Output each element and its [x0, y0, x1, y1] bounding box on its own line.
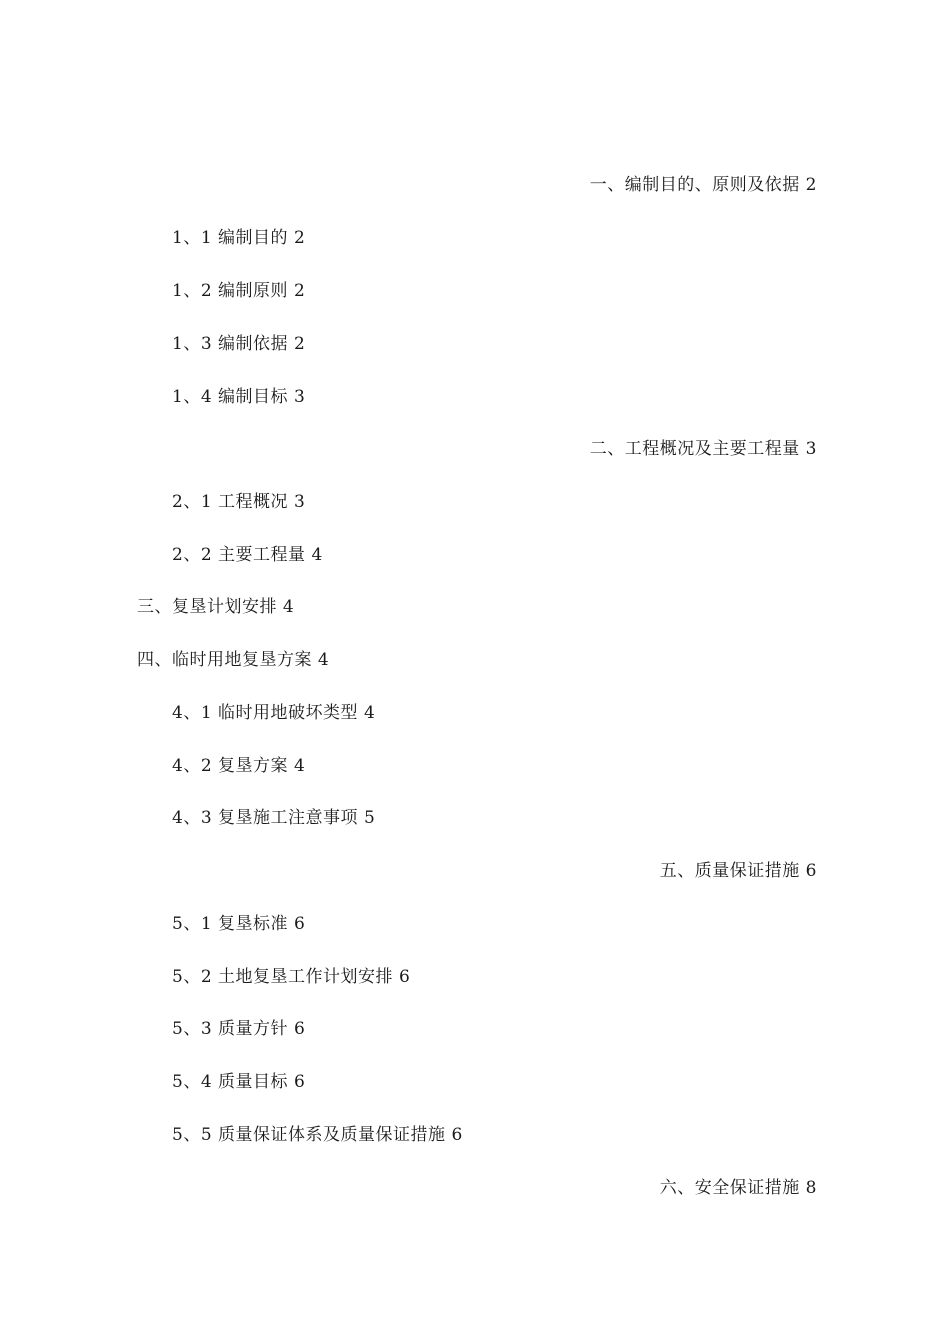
toc-entry-section-6[interactable]: 六、安全保证措施 8: [659, 1178, 817, 1198]
toc-entry-4-2[interactable]: 4、2 复垦方案 4: [172, 756, 306, 776]
toc-entry-section-1[interactable]: 一、编制目的、原则及依据 2: [589, 175, 817, 195]
toc-entry-section-4[interactable]: 四、临时用地复垦方案 4: [137, 650, 330, 670]
toc-entry-section-3[interactable]: 三、复垦计划安排 4: [137, 597, 295, 617]
toc-entry-1-2[interactable]: 1、2 编制原则 2: [172, 281, 306, 301]
toc-entry-1-4[interactable]: 1、4 编制目标 3: [172, 387, 306, 407]
toc-entry-2-2[interactable]: 2、2 主要工程量 4: [172, 545, 323, 565]
toc-entry-2-1[interactable]: 2、1 工程概况 3: [172, 492, 306, 512]
toc-entry-5-1[interactable]: 5、1 复垦标准 6: [172, 914, 306, 934]
toc-entry-1-3[interactable]: 1、3 编制依据 2: [172, 334, 306, 354]
toc-entry-section-2[interactable]: 二、工程概况及主要工程量 3: [589, 439, 817, 459]
toc-entry-1-1[interactable]: 1、1 编制目的 2: [172, 228, 306, 248]
toc-entry-4-3[interactable]: 4、3 复垦施工注意事项 5: [172, 808, 376, 828]
toc-entry-5-3[interactable]: 5、3 质量方针 6: [172, 1019, 306, 1039]
toc-entry-5-2[interactable]: 5、2 土地复垦工作计划安排 6: [172, 967, 411, 987]
toc-entry-4-1[interactable]: 4、1 临时用地破坏类型 4: [172, 703, 376, 723]
toc-entry-section-5[interactable]: 五、质量保证措施 6: [659, 861, 817, 881]
toc-entry-5-5[interactable]: 5、5 质量保证体系及质量保证措施 6: [172, 1125, 463, 1145]
toc-entry-5-4[interactable]: 5、4 质量目标 6: [172, 1072, 306, 1092]
